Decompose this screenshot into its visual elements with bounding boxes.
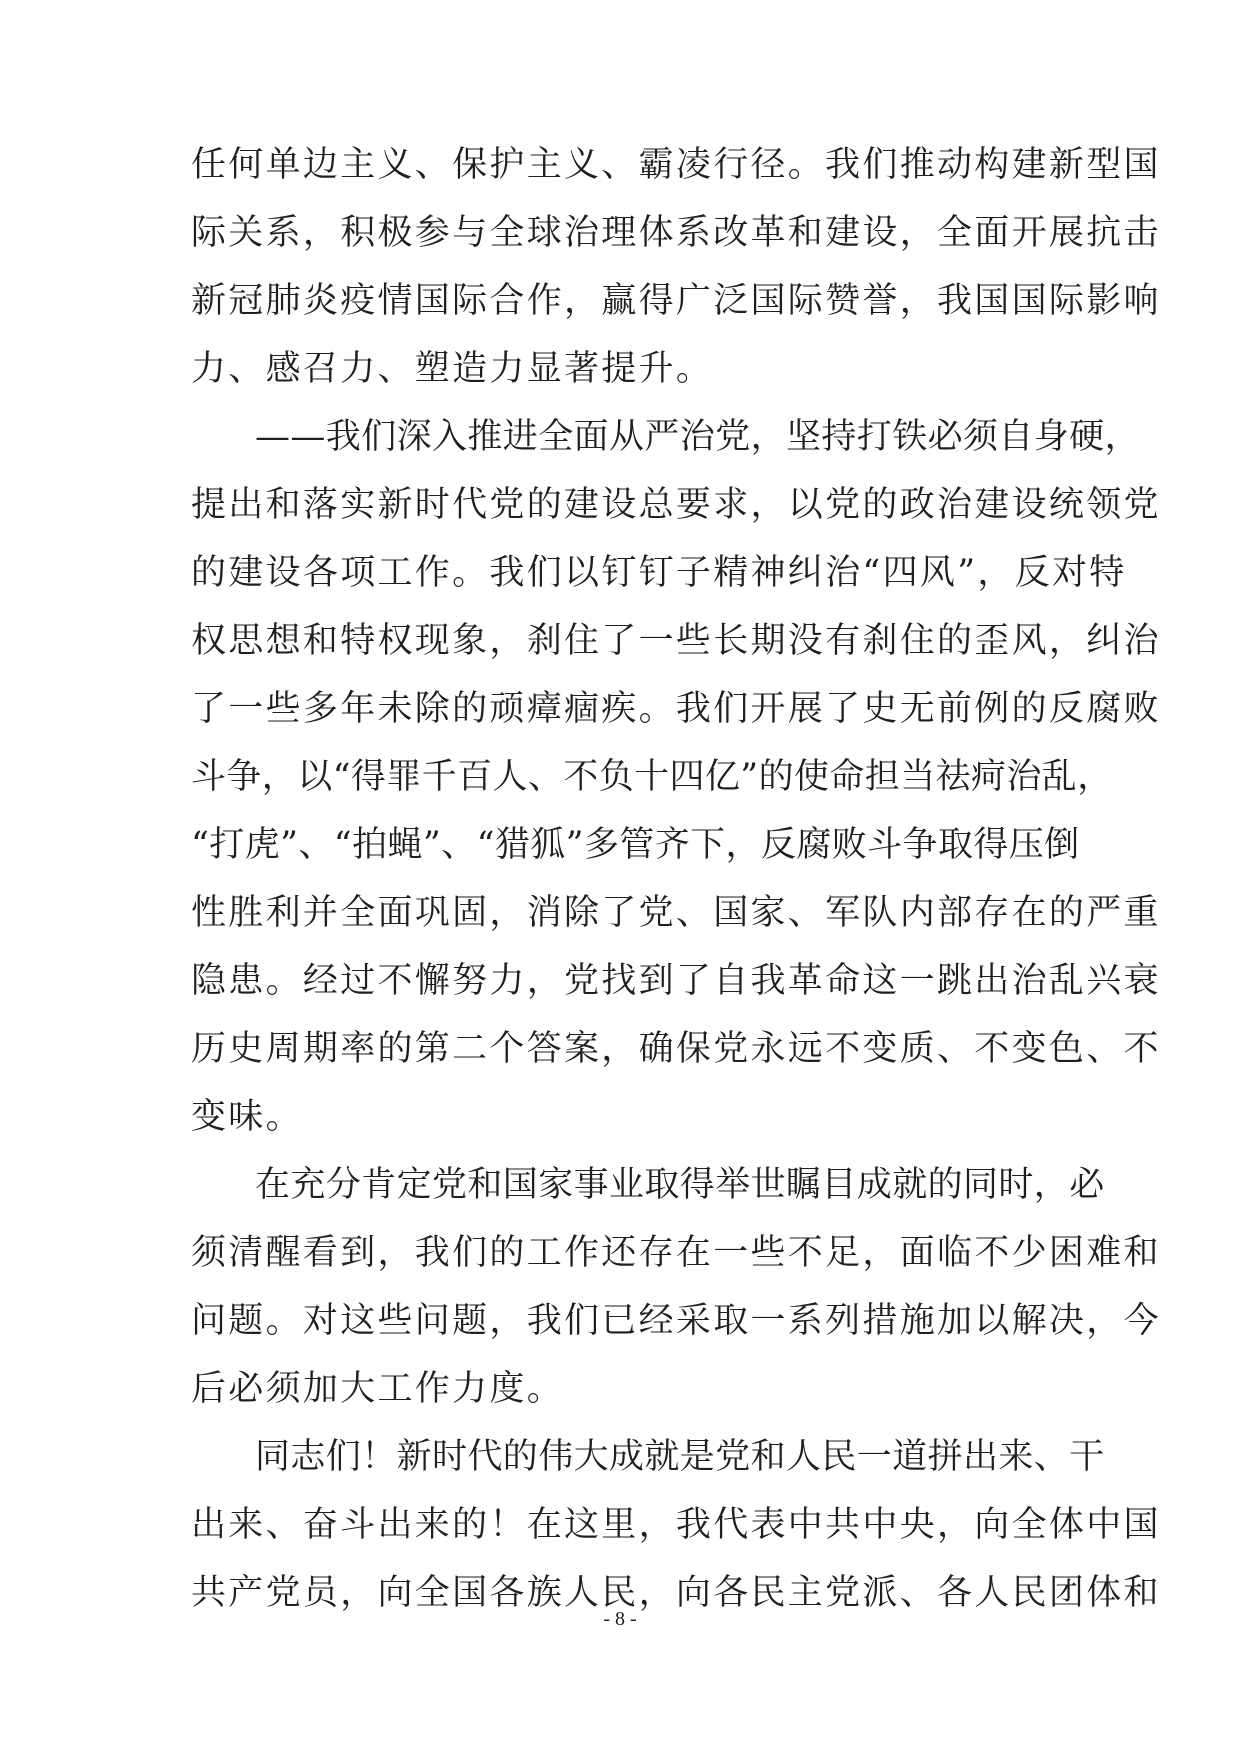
text-line: ——我们深入推进全面从严治党，坚持打铁必须自身硬， (255, 417, 1141, 457)
text-line: 权思想和特权现象，刹住了一些长期没有刹住的歪风，纠治 (191, 621, 1161, 661)
text-line: 际关系，积极参与全球治理体系改革和建设，全面开展抗击 (191, 213, 1161, 253)
text-line: 斗争，以“得罪千百人、不负十四亿”的使命担当祛疴治乱， (191, 757, 1113, 797)
text-line: 新冠肺炎疫情国际合作，赢得广泛国际赞誉，我国国际影响 (191, 281, 1161, 321)
text-line: 在充分肯定党和国家事业取得举世瞩目成就的同时，必 (255, 1165, 1105, 1205)
text-line: 提出和落实新时代党的建设总要求，以党的政治建设统领党 (191, 485, 1161, 525)
text-line: 共产党员，向全国各族人民，向各民主党派、各人民团体和 (191, 1573, 1161, 1613)
text-line: 历史周期率的第二个答案，确保党永远不变质、不变色、不 (191, 1029, 1161, 1069)
text-line: “打虎”、“拍蝇”、“猎狐”多管齐下，反腐败斗争取得压倒 (191, 825, 1080, 865)
text-line: 力、感召力、塑造力显著提升。 (191, 349, 714, 389)
text-line: 性胜利并全面巩固，消除了党、国家、军队内部存在的严重 (191, 893, 1161, 933)
text-line: 须清醒看到，我们的工作还存在一些不足，面临不少困难和 (191, 1233, 1161, 1273)
text-line: 变味。 (191, 1097, 303, 1137)
text-line: 隐患。经过不懈努力，党找到了自我革命这一跳出治乱兴衰 (191, 961, 1161, 1001)
text-line: 后必须加大工作力度。 (191, 1369, 565, 1409)
text-line: 出来、奋斗出来的！在这里，我代表中共中央，向全体中国 (191, 1505, 1161, 1545)
text-line: 问题。对这些问题，我们已经采取一系列措施加以解决，今 (191, 1301, 1161, 1341)
text-line: 了一些多年未除的顽瘴痼疾。我们开展了史无前例的反腐败 (191, 689, 1161, 729)
text-line: 同志们！新时代的伟大成就是党和人民一道拼出来、干 (255, 1437, 1105, 1477)
text-line: 任何单边主义、保护主义、霸凌行径。我们推动构建新型国 (191, 145, 1161, 185)
text-line: 的建设各项工作。我们以钉钉子精神纠治“四风”，反对特 (191, 553, 1127, 593)
page-number: - 8 - (603, 1608, 637, 1630)
